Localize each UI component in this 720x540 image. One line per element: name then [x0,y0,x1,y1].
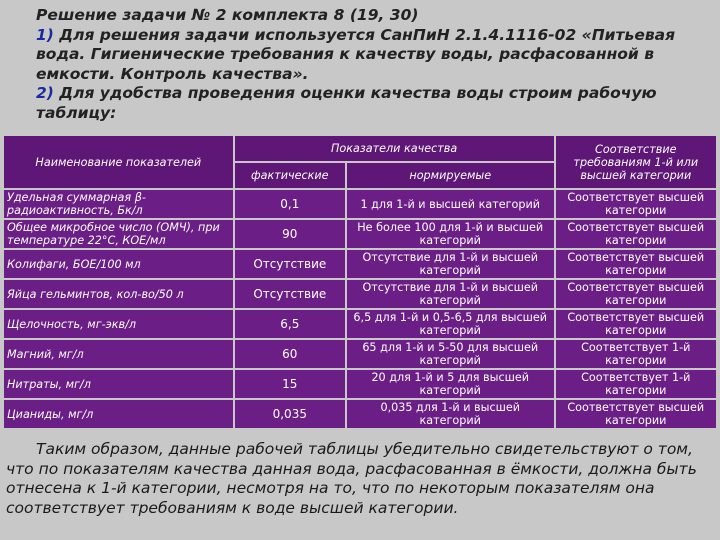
table-row [4,370,716,398]
table-row [4,190,716,218]
header-quality: Показатели качества [235,136,554,161]
row-name: Щелочность, мг-экв/л [4,310,233,338]
header-actual: фактические [235,163,345,188]
row-actual: 6,5 [235,310,345,338]
paragraph-1-number: 1) [36,25,54,44]
row-compliance: Соответствует высшей категории [556,400,716,428]
row-norm: 1 для 1-й и высшей категорий [347,190,554,218]
row-name: Яйца гельминтов, кол-во/50 л [4,280,233,308]
row-actual: 15 [235,370,345,398]
row-actual: 0,1 [235,190,345,218]
row-name: Нитраты, мг/л [4,370,233,398]
row-actual: 90 [235,220,345,248]
table-body [4,190,716,428]
task-heading: Решение задачи № 2 комплекта 8 (19, 30) [36,6,419,24]
paragraph-1 [6,26,714,85]
row-actual: 0,035 [235,400,345,428]
row-norm: Отсутствие для 1-й и высшей категорий [347,250,554,278]
intro-text [6,6,714,123]
paragraph-1-text: Для решения задачи используется СанПиН 2.1.4.1116-02 «Питьевая вода. Гигиенические требования к качеству воды, расфасованной в емкости. Контроль качества». [36,25,676,83]
header-normative: нормируемые [347,163,554,188]
row-name: Общее микробное число (ОМЧ), при температуре 22°С, КОЕ/мл [4,220,233,248]
paragraph-2 [6,84,714,123]
row-compliance: Соответствует высшей категории [556,250,716,278]
row-compliance: Соответствует 1-й категории [556,340,716,368]
quality-table [2,134,718,430]
paragraph-2-text: Для удобства проведения оценки качества воды строим рабочую таблицу: [36,84,657,122]
row-compliance: Соответствует высшей категории [556,220,716,248]
conclusion-text: Таким образом, данные рабочей таблицы убедительно свидетельствуют о том, что по показателям качества данная вода, расфасованная в ёмкости, должна быть отнесена к 1-й категории, несмотря на то, что по некоторым показателям она соответствует требованиям к воде высшей категории. [6,440,697,517]
table-row [4,310,716,338]
row-compliance: Соответствует высшей категории [556,190,716,218]
table-row [4,250,716,278]
row-name: Колифаги, БОЕ/100 мл [4,250,233,278]
row-actual: 60 [235,340,345,368]
conclusion [6,440,716,518]
row-norm: Не более 100 для 1-й и высшей категорий [347,220,554,248]
row-norm: 6,5 для 1-й и 0,5-6,5 для высшей категорий [347,310,554,338]
row-compliance: Соответствует высшей категории [556,280,716,308]
table-row [4,220,716,248]
row-compliance: Соответствует высшей категории [556,310,716,338]
table-row [4,340,716,368]
row-norm: 65 для 1-й и 5-50 для высшей категорий [347,340,554,368]
row-actual: Отсутствие [235,250,345,278]
row-name: Цианиды, мг/л [4,400,233,428]
table-row [4,280,716,308]
row-compliance: Соответствует 1-й категории [556,370,716,398]
table-row [4,400,716,428]
row-name: Удельная суммарная β-радиоактивность, Бк/л [4,190,233,218]
row-actual: Отсутствие [235,280,345,308]
row-norm: 20 для 1-й и 5 для высшей категорий [347,370,554,398]
paragraph-2-number: 2) [36,84,54,102]
row-norm: Отсутствие для 1-й и высшей категорий [347,280,554,308]
header-compliance: Соответствие требованиям 1-й или высшей категории [556,136,716,188]
row-name: Магний, мг/л [4,340,233,368]
header-name: Наименование показателей [4,136,233,188]
row-norm: 0,035 для 1-й и высшей категорий [347,400,554,428]
